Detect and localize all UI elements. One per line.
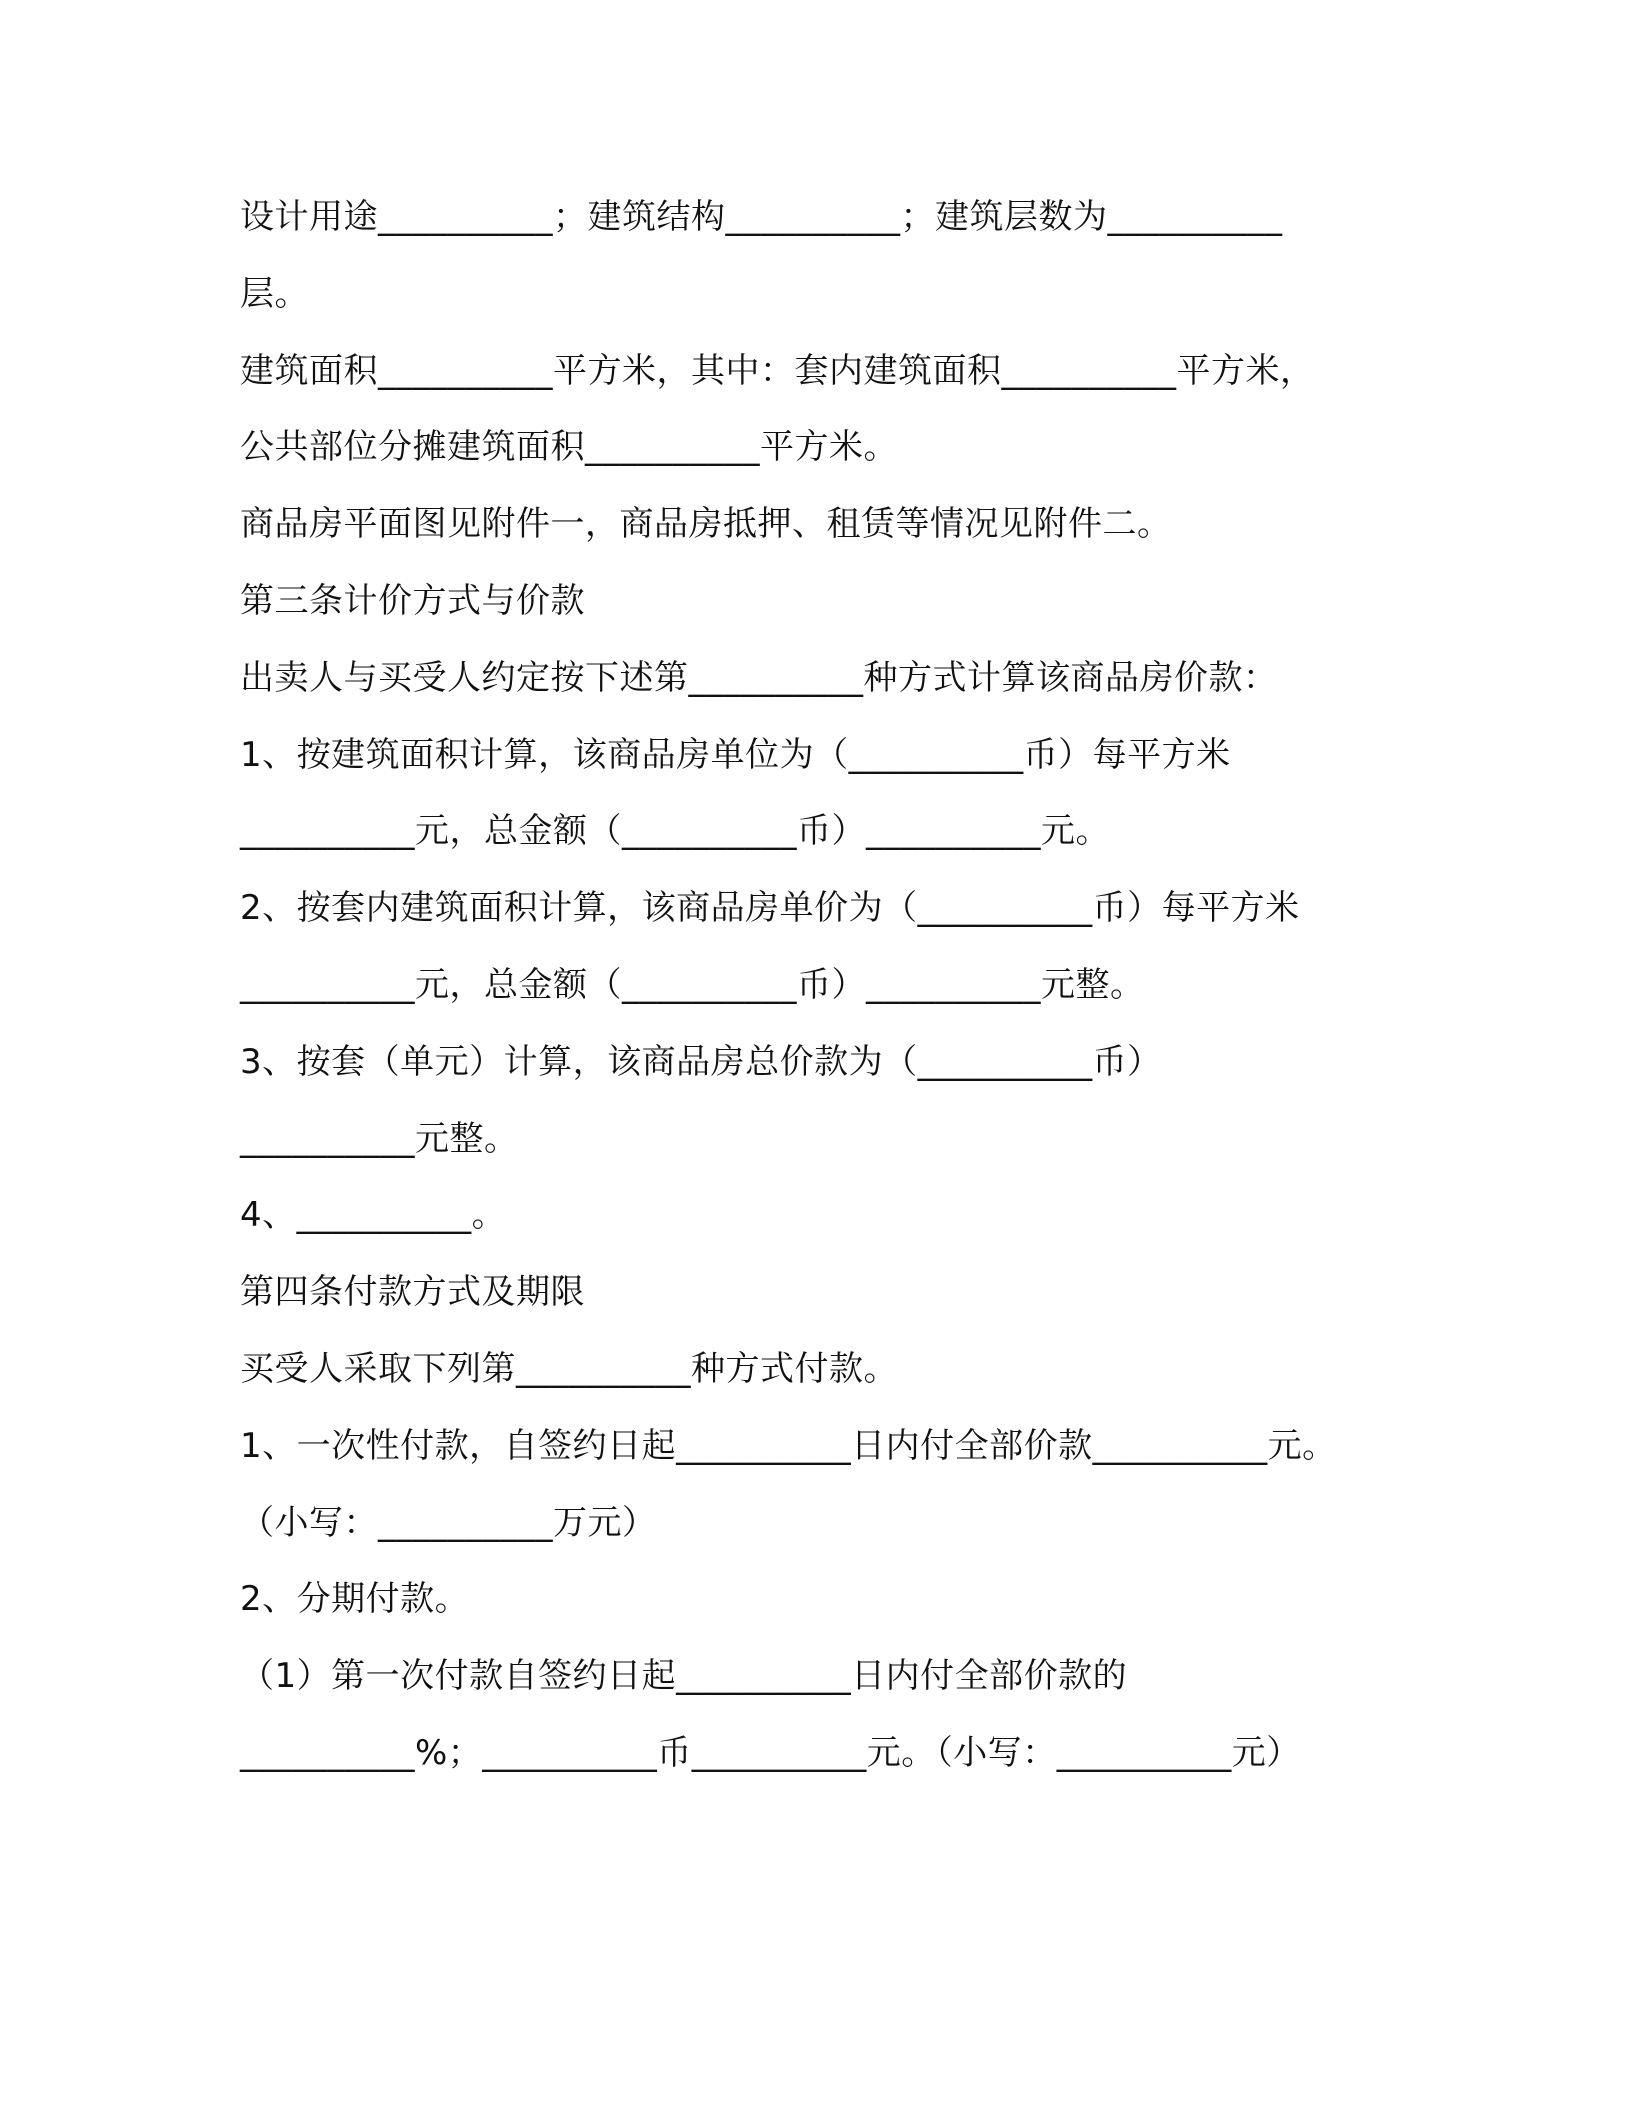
paragraph-line: 商品房平面图见附件一，商品房抵押、租赁等情况见附件二。 [240,504,1172,545]
paragraph-line: 4、__________。 [240,1195,507,1236]
paragraph-line: 公共部位分摊建筑面积__________平方米。 [240,427,898,468]
section-heading-pricing: 第三条计价方式与价款 [240,581,585,621]
paragraph-line: __________元整。 [240,1118,519,1159]
paragraph-line: 1、按建筑面积计算，该商品房单位为（__________币）每平方米 [240,734,1231,775]
paragraph-line: __________元，总金额（__________币）__________元整。 [240,965,1145,1005]
paragraph-line: 买受人采取下列第__________种方式付款。 [240,1349,898,1389]
paragraph-line: 2、按套内建筑面积计算，该商品房单价为（__________币）每平方米 [240,888,1300,929]
paragraph-line: 设计用途__________；建筑结构__________；建筑层数为__________ [240,197,1283,237]
paragraph-line: __________%；__________币__________元。（小写：__________元） [240,1733,1301,1773]
paragraph-line: __________元，总金额（__________币）__________元。 [240,811,1110,852]
paragraph-line: （小写：__________万元） [240,1502,657,1543]
paragraph-line: 建筑面积__________平方米，其中：套内建筑面积__________平方米， [240,350,1315,391]
paragraph-line: （1）第一次付款自签约日起__________日内付全部价款的 [240,1656,1128,1697]
paragraph-line: 1、一次性付款，自签约日起__________日内付全部价款__________元。 [240,1425,1337,1466]
paragraph-line: 出卖人与买受人约定按下述第__________种方式计算该商品房价款： [240,657,1278,698]
paragraph-line: 2、分期付款。 [240,1579,470,1620]
section-heading-payment: 第四条付款方式及期限 [240,1272,585,1313]
paragraph-line: 3、按套（单元）计算，该商品房总价款为（__________币） [240,1041,1162,1082]
paragraph-line: 层。 [240,273,309,314]
